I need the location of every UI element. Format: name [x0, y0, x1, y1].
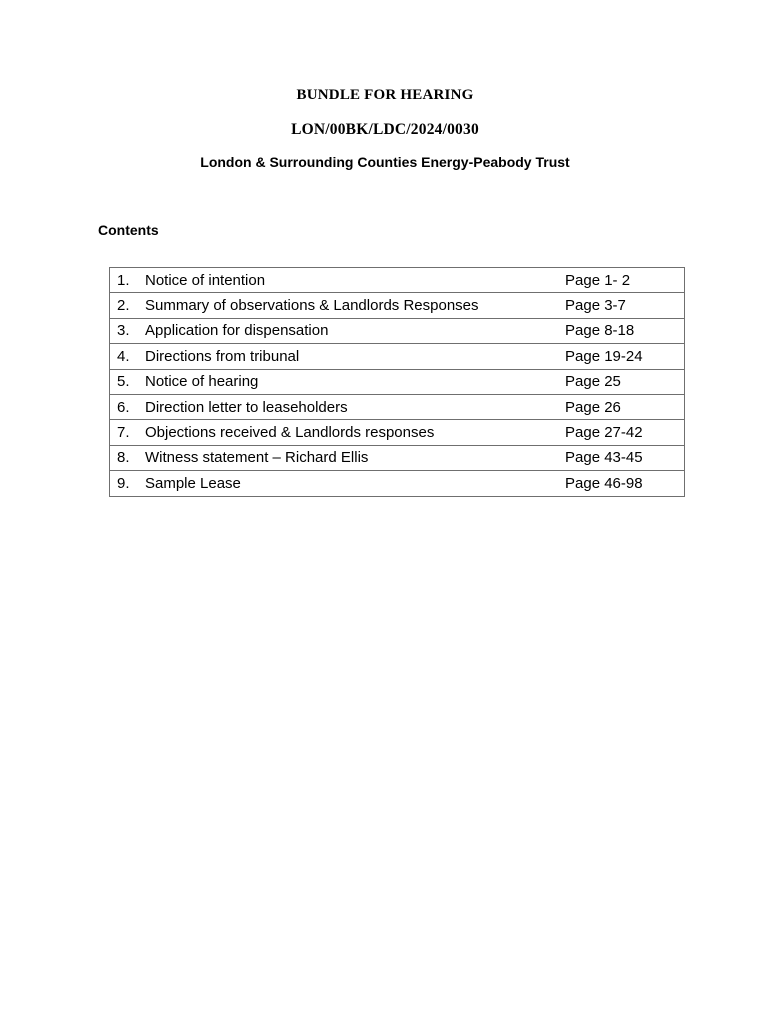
item-label: Witness statement – Richard Ellis	[145, 445, 558, 470]
table-row	[110, 268, 685, 293]
item-pages: Page 27-42	[558, 420, 685, 445]
item-pages: Page 19-24	[558, 344, 685, 369]
item-number: 3.	[110, 318, 146, 343]
table-row	[110, 471, 685, 496]
document-title: BUNDLE FOR HEARING	[296, 87, 474, 103]
item-label: Objections received & Landlords responses	[145, 420, 558, 445]
item-pages: Page 46-98	[558, 471, 685, 496]
item-label: Directions from tribunal	[145, 344, 558, 369]
item-number: 6.	[110, 394, 146, 419]
item-pages: Page 1- 2	[558, 268, 685, 293]
contents-table	[109, 267, 685, 497]
item-pages: Page 43-45	[558, 445, 685, 470]
item-number: 2.	[110, 293, 146, 318]
item-number: 7.	[110, 420, 146, 445]
item-number: 9.	[110, 471, 146, 496]
item-number: 8.	[110, 445, 146, 470]
item-number: 5.	[110, 369, 146, 394]
item-label: Direction letter to leaseholders	[145, 394, 558, 419]
contents-heading: Contents	[98, 222, 159, 238]
item-label: Summary of observations & Landlords Responses	[145, 293, 558, 318]
case-reference: LON/00BK/LDC/2024/0030	[291, 121, 479, 138]
item-label: Notice of intention	[145, 268, 558, 293]
table-row	[110, 420, 685, 445]
item-pages: Page 26	[558, 394, 685, 419]
parties-line: London & Surrounding Counties Energy-Peabody Trust	[200, 154, 570, 170]
item-label: Sample Lease	[145, 471, 558, 496]
table-row	[110, 394, 685, 419]
table-row	[110, 293, 685, 318]
item-number: 4.	[110, 344, 146, 369]
table-row	[110, 369, 685, 394]
table-row	[110, 344, 685, 369]
table-row	[110, 445, 685, 470]
item-label: Application for dispensation	[145, 318, 558, 343]
item-label: Notice of hearing	[145, 369, 558, 394]
item-number: 1.	[110, 268, 146, 293]
item-pages: Page 25	[558, 369, 685, 394]
item-pages: Page 3-7	[558, 293, 685, 318]
table-row	[110, 318, 685, 343]
item-pages: Page 8-18	[558, 318, 685, 343]
